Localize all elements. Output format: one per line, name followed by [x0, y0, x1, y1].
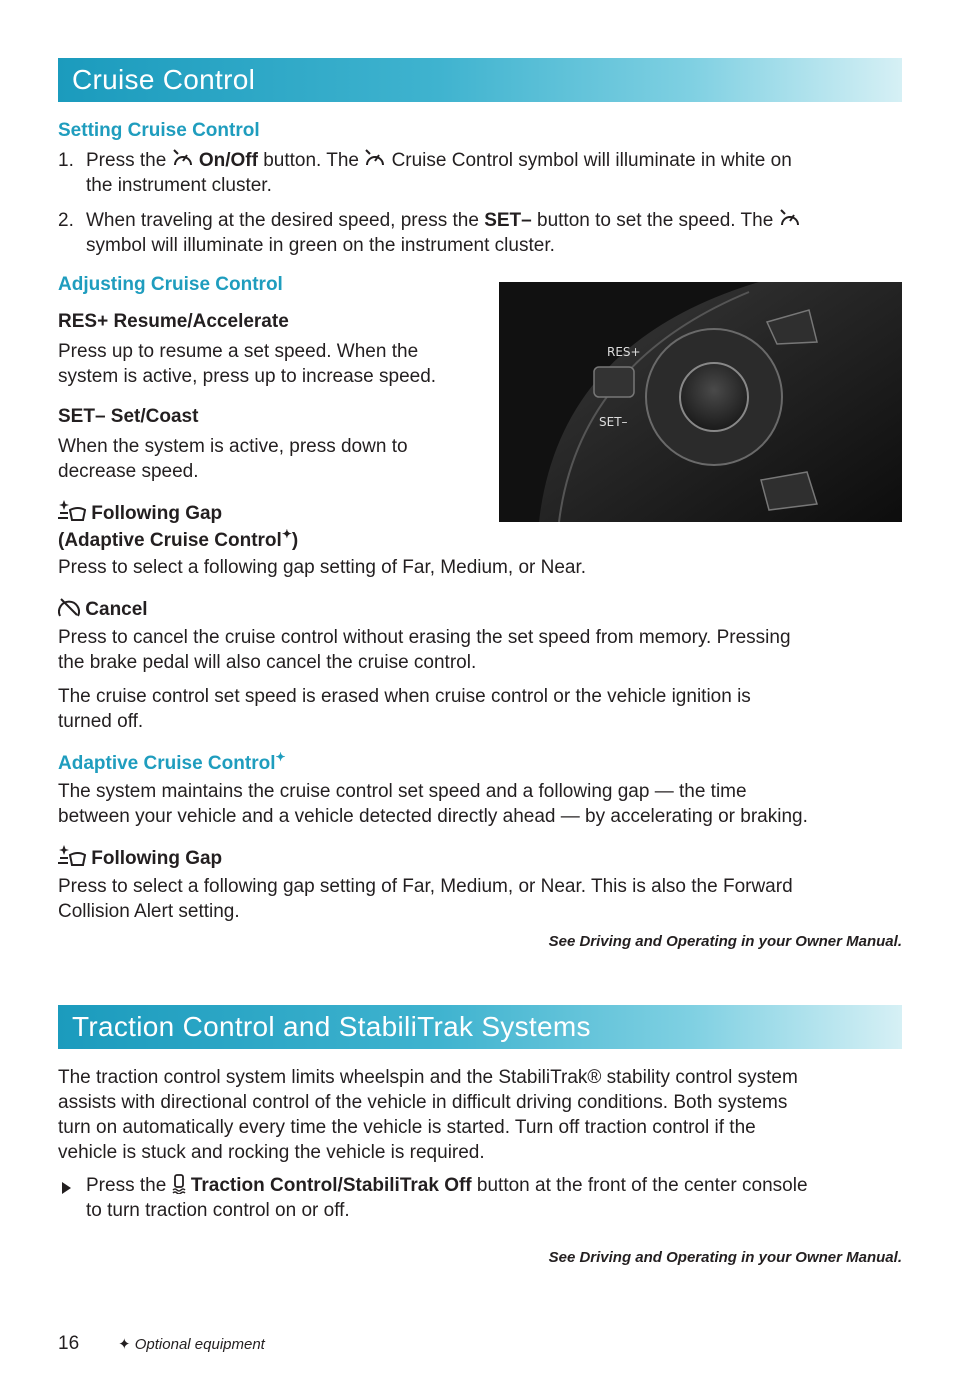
- on-off-label: On/Off: [198, 150, 258, 171]
- step2-text: button to set the speed. The: [537, 210, 774, 231]
- gap2-text: Collision Alert setting.: [58, 901, 240, 922]
- step1-line2: the instrument cluster.: [86, 175, 272, 196]
- traction-control-banner: [58, 1005, 902, 1049]
- owner-manual-reference: See Driving and Operating in your Owner Manual.: [548, 933, 902, 950]
- traction-text: turn on automatically every time the vehicle is started. Turn off traction control if the: [58, 1117, 756, 1138]
- step-number: 2.: [58, 210, 74, 231]
- traction-text: vehicle is stuck and rocking the vehicle is required.: [58, 1142, 485, 1163]
- traction-bullet-line2: to turn traction control on or off.: [86, 1200, 350, 1221]
- traction-off-label: Traction Control/StabiliTrak Off: [190, 1175, 472, 1196]
- gap-heading-text: (Adaptive Cruise Control: [58, 530, 282, 551]
- erase-text: turned off.: [58, 711, 144, 732]
- res-text: Press up to resume a set speed. When the: [58, 341, 419, 362]
- cancel-text: Press to cancel the cruise control without erasing the set speed from memory. Pressing: [58, 627, 791, 648]
- cancel-heading-text: Cancel: [85, 599, 148, 620]
- res-text: system is active, press up to increase speed.: [58, 366, 437, 387]
- step2-text: When traveling at the desired speed, press the: [86, 210, 479, 231]
- adaptive-text: between your vehicle and a vehicle detected directly ahead — by accelerating or braking.: [58, 806, 808, 827]
- set-text: When the system is active, press down to: [58, 436, 408, 457]
- adaptive-heading-text: Adaptive Cruise Control: [58, 753, 276, 774]
- following-gap-heading: [58, 500, 222, 525]
- optional-star-icon: ✦: [275, 750, 286, 764]
- step2-line: [86, 208, 801, 233]
- adjusting-heading: Adjusting Cruise Control: [58, 274, 283, 295]
- following-gap-icon: [58, 500, 86, 522]
- res-heading: RES+ Resume/Accelerate: [58, 311, 289, 332]
- adaptive-text: The system maintains the cruise control set speed and a following gap — the time: [58, 781, 747, 802]
- erase-text: The cruise control set speed is erased when cruise control or the vehicle ignition is: [58, 686, 751, 707]
- cruise-control-icon: [364, 149, 386, 169]
- section-title: Cruise Control: [72, 64, 256, 95]
- traction-control-off-icon: [172, 1174, 186, 1194]
- gap-heading-text: Following Gap: [91, 503, 223, 524]
- step2-line2: symbol will illuminate in green on the instrument cluster.: [86, 235, 555, 256]
- step1-text: button. The: [263, 150, 359, 171]
- photo-res-label: RES+: [607, 345, 641, 359]
- set-text: decrease speed.: [58, 461, 199, 482]
- cruise-control-banner: [58, 58, 902, 102]
- page-number: 16: [58, 1333, 80, 1354]
- owner-manual-reference: See Driving and Operating in your Owner Manual.: [548, 1249, 902, 1266]
- step1-text: Cruise Control symbol will illuminate in white on: [391, 150, 792, 171]
- gap-heading-text: ): [291, 530, 299, 551]
- bullet-text: button at the front of the center console: [476, 1175, 808, 1196]
- cruise-control-icon: [779, 209, 801, 229]
- step1-text: Press the: [86, 150, 167, 171]
- photo-set-label: SET–: [599, 415, 628, 429]
- gap2-text: Press to select a following gap setting of Far, Medium, or Near. This is also the Forward: [58, 876, 793, 897]
- following-gap-icon: [58, 845, 86, 867]
- set-label: SET–: [484, 210, 532, 231]
- traction-bullet: [86, 1173, 808, 1198]
- setting-heading: Setting Cruise Control: [58, 120, 260, 141]
- cancel-text: the brake pedal will also cancel the cruise control.: [58, 652, 477, 673]
- cancel-heading: [58, 596, 148, 621]
- optional-star-icon: ✦: [118, 1336, 131, 1353]
- set-heading: SET– Set/Coast: [58, 406, 199, 427]
- cancel-icon: [58, 596, 80, 618]
- optional-star-icon: ✦: [281, 527, 292, 541]
- bullet-arrow-icon: [62, 1181, 71, 1199]
- gap-text: Press to select a following gap setting of Far, Medium, or Near.: [58, 557, 587, 578]
- gap2-heading-text: Following Gap: [91, 848, 223, 869]
- optional-equipment-note: [118, 1335, 265, 1353]
- bullet-text: Press the: [86, 1175, 167, 1196]
- traction-text: assists with directional control of the vehicle in difficult driving conditions. Both systems: [58, 1092, 788, 1113]
- adaptive-heading: [58, 750, 286, 775]
- cruise-control-icon: [172, 149, 194, 169]
- optional-text: Optional equipment: [134, 1336, 265, 1353]
- step-number: 1.: [58, 150, 74, 171]
- steering-wheel-illustration: [499, 282, 902, 522]
- following-gap-heading-2: [58, 845, 222, 870]
- step1-line: [86, 148, 792, 173]
- gap-heading-line2: [58, 527, 298, 552]
- traction-text: The traction control system limits wheelspin and the StabiliTrak® stability control system: [58, 1067, 798, 1088]
- section-title: Traction Control and StabiliTrak Systems: [72, 1011, 591, 1042]
- steering-wheel-controls-photo: [499, 282, 902, 522]
